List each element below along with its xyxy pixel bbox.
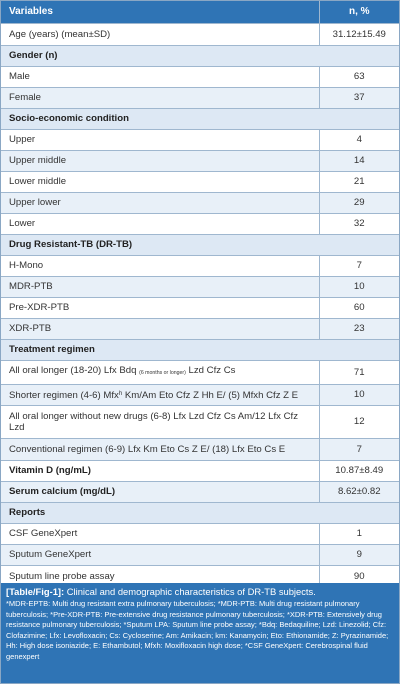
row-value-male: 63	[319, 66, 399, 87]
row-label-pre-xdr-ptb: Pre-XDR-PTB	[1, 297, 319, 318]
table-row	[1, 360, 399, 384]
row-value-upper-middle: 14	[319, 150, 399, 171]
row-label-xdr-ptb: XDR-PTB	[1, 318, 319, 339]
table-row	[1, 213, 399, 234]
row-value-lower-middle: 21	[319, 171, 399, 192]
table-header-row	[1, 1, 399, 23]
row-label-female: Female	[1, 87, 319, 108]
table-row	[1, 297, 399, 318]
row-label-shorter-regimen	[1, 384, 319, 405]
section-row-reports	[1, 502, 399, 523]
row-label-sputum-lpa: Sputum line probe assay	[1, 565, 319, 587]
table-row	[1, 276, 399, 297]
row-value-upper: 4	[319, 129, 399, 150]
row-label-lower-middle: Lower middle	[1, 171, 319, 192]
row-label-all-oral-without-new: All oral longer without new drugs (6-8) Lfx Lzd Cfz Cs Am/12 Lfx Cfz Lzd	[1, 405, 319, 438]
row-value-age: 31.12±15.49	[319, 23, 399, 45]
row-label-upper-lower: Upper lower	[1, 192, 319, 213]
row-value-csf-genexpert: 1	[319, 523, 399, 544]
row-value-serum-calcium: 8.62±0.82	[319, 481, 399, 502]
section-row-drtb	[1, 234, 399, 255]
table-row	[1, 481, 399, 502]
row-label-sputum-genexpert: Sputum GeneXpert	[1, 544, 319, 565]
row-label-mdr-ptb: MDR-PTB	[1, 276, 319, 297]
section-row-socioeconomic	[1, 108, 399, 129]
section-label-socioeconomic: Socio-economic condition	[1, 108, 399, 129]
row-label-upper: Upper	[1, 129, 319, 150]
table-row	[1, 129, 399, 150]
table-row	[1, 66, 399, 87]
row-label-vitamin-d: Vitamin D (ng/mL)	[1, 460, 319, 481]
section-label-drtb: Drug Resistant-TB (DR-TB)	[1, 234, 399, 255]
row-value-conventional: 7	[319, 438, 399, 460]
row-label-all-oral-longer	[1, 360, 319, 384]
regimen-text-a: Shorter regimen (4-6) Mfx	[9, 389, 119, 401]
row-value-h-mono: 7	[319, 255, 399, 276]
row-label-age: Age (years) (mean±SD)	[1, 23, 319, 45]
row-value-xdr-ptb: 23	[319, 318, 399, 339]
row-label-lower: Lower	[1, 213, 319, 234]
caption-abbreviations: *MDR-EPTB: Multi drug resistant extra pulmonary tuberculosis; *MDR-PTB: Multi drug resistant pulmonary tuberculosis; *Pre-XDR-PTB: Pre-extensive drug resistance pulmonary tuberculosis; *XDR-PTB: Extensively drug resistance pulmonary tuberculosis; *Sputum LPA: Sputum line probe assay; *Bdq: Bedaquiline; Lzd: Linezolid; Cfz: Clofazimine; Lfx: Levofloxacin; Cs: Cycloserine; Am: Amikacin; km: Kanamycin; Eto: Ethionamide; Z: Pyrazinamide; Hh: High dose isoniazide; E: Ethambutol; Mfxh: Moxifloxacin high dose; *CSF GeneXpert: Cerebrospinal fluid genexpert	[6, 599, 389, 661]
row-value-shorter-regimen: 10	[319, 384, 399, 405]
section-label-reports: Reports	[1, 502, 399, 523]
table-row	[1, 384, 399, 405]
caption-title-text: Clinical and demographic characteristics of DR-TB subjects.	[64, 586, 316, 597]
regimen-text-b: Km/Am Eto Cfz Z Hh E/ (5) Mfxh Cfz Z E	[122, 389, 299, 401]
table-row	[1, 255, 399, 276]
table-caption	[1, 583, 399, 683]
header-variables: Variables	[1, 1, 319, 23]
row-label-upper-middle: Upper middle	[1, 150, 319, 171]
table-row	[1, 87, 399, 108]
row-label-conventional: Conventional regimen (6-9) Lfx Km Eto Cs Z E/ (18) Lfx Eto Cs E	[1, 438, 319, 460]
table-row	[1, 192, 399, 213]
section-row-gender	[1, 45, 399, 66]
table-row	[1, 405, 399, 438]
row-value-pre-xdr-ptb: 60	[319, 297, 399, 318]
row-value-mdr-ptb: 10	[319, 276, 399, 297]
row-label-csf-genexpert: CSF GeneXpert	[1, 523, 319, 544]
row-label-h-mono: H-Mono	[1, 255, 319, 276]
header-n-percent: n, %	[319, 1, 399, 23]
row-value-all-oral-longer: 71	[319, 360, 399, 384]
section-label-treatment: Treatment regimen	[1, 339, 399, 360]
row-value-upper-lower: 29	[319, 192, 399, 213]
table-row	[1, 318, 399, 339]
table-row	[1, 523, 399, 544]
section-row-treatment	[1, 339, 399, 360]
table-row	[1, 544, 399, 565]
regimen-text-a: All oral longer (18-20) Lfx Bdq	[9, 365, 140, 376]
characteristics-table	[1, 1, 399, 588]
regimen-duration-note: (6 months or longer)	[139, 370, 186, 376]
table-row	[1, 460, 399, 481]
row-value-all-oral-without-new: 12	[319, 405, 399, 438]
row-label-serum-calcium: Serum calcium (mg/dL)	[1, 481, 319, 502]
caption-title	[6, 586, 394, 598]
row-value-sputum-lpa: 90	[319, 565, 399, 587]
table-row	[1, 171, 399, 192]
regimen-text-b: Lzd Cfz Cs	[185, 365, 236, 376]
section-label-gender: Gender (n)	[1, 45, 399, 66]
table-row	[1, 150, 399, 171]
row-value-sputum-genexpert: 9	[319, 544, 399, 565]
caption-label: [Table/Fig-1]:	[6, 586, 65, 597]
row-value-vitamin-d: 10.87±8.49	[319, 460, 399, 481]
table-row	[1, 23, 399, 45]
table-row	[1, 438, 399, 460]
row-value-female: 37	[319, 87, 399, 108]
row-label-male: Male	[1, 66, 319, 87]
regimen-superscript: h	[118, 390, 123, 397]
row-value-lower: 32	[319, 213, 399, 234]
